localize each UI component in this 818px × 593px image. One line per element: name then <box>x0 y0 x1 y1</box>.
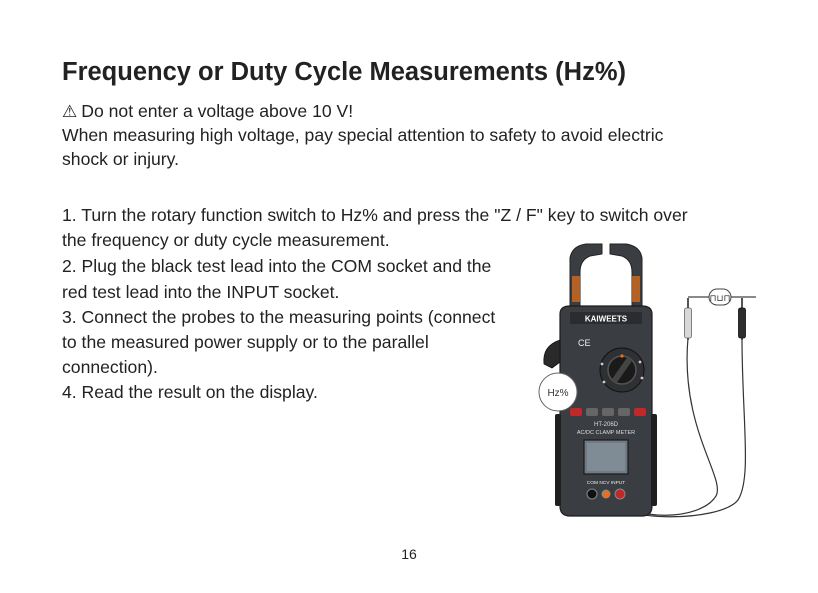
jacks-label: COM NCV INPUT <box>586 481 626 486</box>
black-probe <box>739 298 746 340</box>
warning-line <box>62 99 353 124</box>
warning-triangle-icon: ⚠ <box>62 102 78 121</box>
step-line-5: 3. Connect the probes to the measuring points (connect <box>62 307 496 327</box>
ncv-indicator <box>602 490 610 498</box>
light-button <box>634 408 646 416</box>
hold-button <box>570 408 582 416</box>
hz-callout-label: Hz% <box>547 388 569 399</box>
mode-button <box>586 408 598 416</box>
step-line-7: connection). <box>62 357 158 377</box>
page-title: Frequency or Duty Cycle Measurements (Hz%) <box>62 58 626 86</box>
step-line-6: to the measured power supply or to the parallel <box>62 332 429 352</box>
signal-source-label: ⊓⊔⊓ <box>709 293 731 303</box>
step-line-2: the frequency or duty cycle measurement. <box>62 230 390 250</box>
step-line-4: red test lead into the INPUT socket. <box>62 282 340 302</box>
model-desc-label: AC/DC CLAMP METER <box>576 430 636 436</box>
step-line-3: 2. Plug the black test lead into the COM socket and the <box>62 256 492 276</box>
step-line-8: 4. Read the result on the display. <box>62 382 318 402</box>
com-socket <box>587 489 597 499</box>
warning-text: Do not enter a voltage above 10 V! <box>81 101 354 121</box>
ce-mark: CE <box>578 338 591 348</box>
zf-button <box>602 408 614 416</box>
page-number: 16 <box>401 546 417 562</box>
step-line-1: 1. Turn the rotary function switch to Hz% and press the "Z / F" key to switch over <box>62 205 688 225</box>
model-label: HT-206D <box>593 422 619 428</box>
intro-line-2: shock or injury. <box>62 149 180 169</box>
intro-line-1: When measuring high voltage, pay special attention to safety to avoid electric <box>62 125 664 145</box>
input-socket <box>615 489 625 499</box>
clamp-trigger <box>544 340 560 368</box>
red-probe <box>685 298 692 340</box>
range-button <box>618 408 630 416</box>
clamp-meter-illustration <box>520 238 800 528</box>
brand-logo: KAIWEETS <box>584 314 628 324</box>
